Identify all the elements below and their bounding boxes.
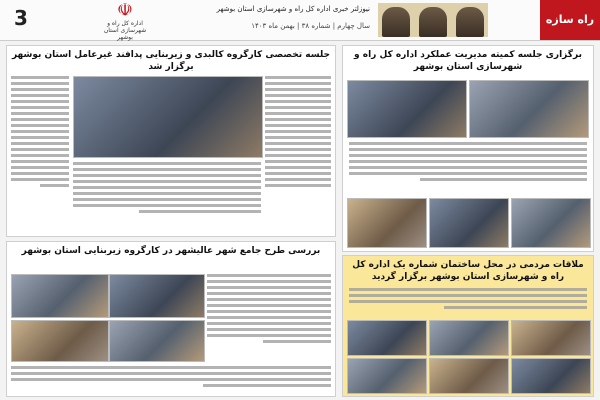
page-number: 3 bbox=[14, 6, 28, 30]
article-photo bbox=[73, 76, 263, 158]
left-column bbox=[6, 45, 336, 395]
emblem-text: اداره کل راه و شهرسازی استان بوشهر bbox=[103, 20, 147, 41]
article-title: جلسه تخصصی کارگروه کالبدی و زیربنایی پدافند غیرعامل استان بوشهر برگزار شد bbox=[11, 50, 331, 72]
issue-info: سال چهارم | شماره ۳۸ | بهمن ماه ۱۴۰۳ bbox=[251, 22, 370, 30]
article-photo bbox=[347, 198, 427, 248]
portrait-image bbox=[456, 7, 484, 37]
article-photo bbox=[11, 320, 109, 362]
article-body bbox=[349, 288, 587, 318]
article-photo bbox=[511, 198, 591, 248]
article-body bbox=[349, 142, 587, 196]
article-title: بررسی طرح جامع شهر عالیشهر در کارگروه زیربنایی استان بوشهر bbox=[21, 246, 321, 256]
portrait-image bbox=[419, 7, 447, 37]
article-photo bbox=[469, 80, 589, 138]
article-photo bbox=[511, 358, 591, 394]
organization-emblem bbox=[102, 0, 148, 41]
article-public-meeting bbox=[342, 255, 594, 397]
brand-logo: راه سازه bbox=[540, 0, 600, 40]
article-photo bbox=[429, 320, 509, 356]
emblem-icon: ☫ bbox=[116, 0, 134, 21]
article-body bbox=[73, 162, 261, 228]
newsletter-title: نیوزلتر خبری اداره کل راه و شهرسازی استان بوشهر bbox=[216, 5, 370, 13]
article-photo bbox=[429, 198, 509, 248]
article-master-plan bbox=[6, 241, 336, 397]
article-body bbox=[265, 76, 331, 226]
article-body bbox=[207, 274, 331, 360]
article-photo bbox=[11, 274, 109, 318]
article-passive-defense bbox=[6, 45, 336, 237]
article-photo bbox=[511, 320, 591, 356]
article-photo bbox=[429, 358, 509, 394]
article-photo bbox=[347, 320, 427, 356]
article-photo bbox=[109, 320, 205, 362]
header-portraits bbox=[378, 3, 488, 37]
article-title: برگزاری جلسه کمیته مدیریت عملکرد اداره کل راه و شهرسازی استان بوشهر bbox=[354, 50, 582, 72]
portrait-image bbox=[382, 7, 410, 37]
article-photo bbox=[109, 274, 205, 318]
right-column bbox=[342, 45, 594, 395]
page-header bbox=[0, 0, 600, 41]
article-title: ملاقات مردمی در محل ساختمان شماره یک اداره کل راه و شهرسازی استان بوشهر برگزار گردید bbox=[352, 260, 584, 282]
article-photo bbox=[347, 358, 427, 394]
article-performance-committee bbox=[342, 45, 594, 252]
article-photo bbox=[347, 80, 467, 138]
article-body bbox=[11, 366, 331, 392]
article-body bbox=[11, 76, 69, 226]
